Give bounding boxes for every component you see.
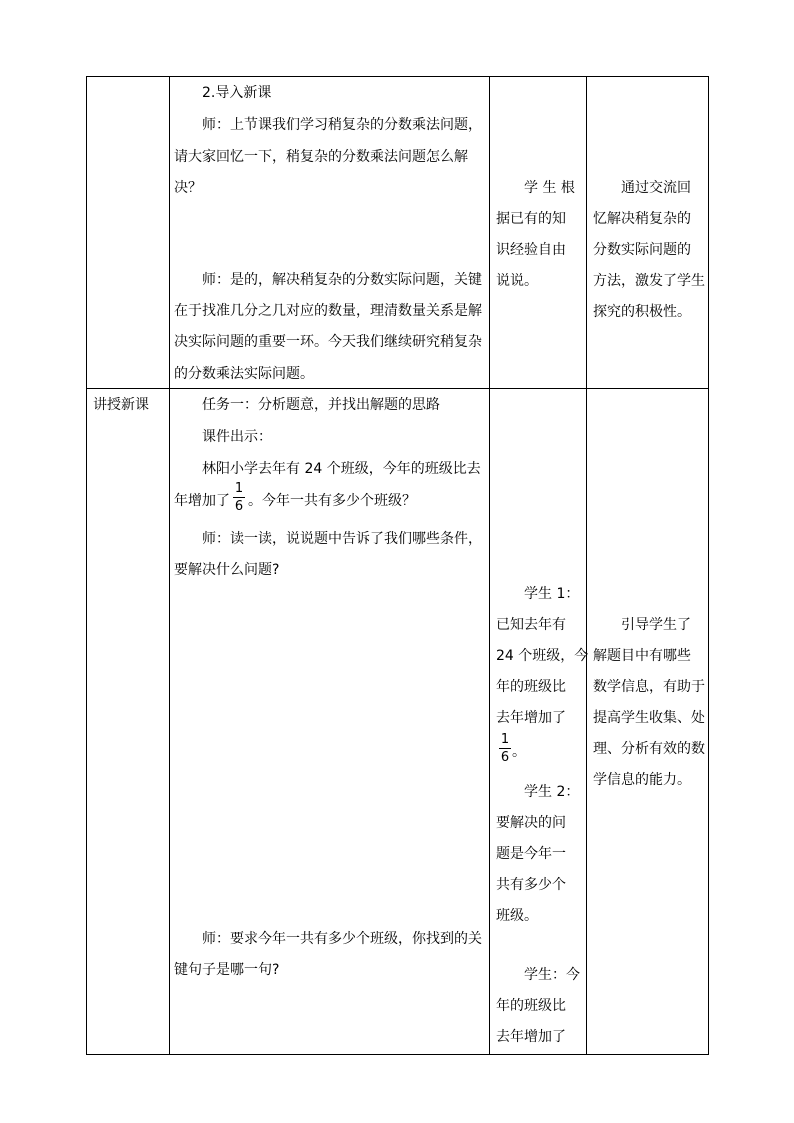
text-line: 方法，激发了学生 <box>593 273 705 289</box>
text-line: 去年增加了 <box>496 710 566 726</box>
text-line: 要解决什么问题? <box>174 562 280 578</box>
table-row <box>87 77 709 389</box>
text-line: 学信息的能力。 <box>593 772 691 788</box>
text-line: 决？ <box>174 180 202 196</box>
text-line: 要解决的问 <box>496 815 566 831</box>
student-activity-cell <box>490 77 587 389</box>
text-line: 题是今年一 <box>496 846 566 862</box>
student-activity-cell <box>490 389 587 1055</box>
text-line: 探究的积极性。 <box>593 304 691 320</box>
text-line: 忆解决稍复杂的 <box>593 211 691 227</box>
lesson-plan-table <box>86 76 709 1055</box>
text-line: 在于找准几分之几对应的数量，理清数量关系是解 <box>174 303 482 319</box>
problem-text: 年增加了 <box>174 493 230 509</box>
text-line: 识经验自由 <box>496 242 566 258</box>
table-row <box>87 389 709 1055</box>
text-line: 共有多少个 <box>496 877 566 893</box>
text-line: 学 生 根 <box>524 180 575 196</box>
text-line: 数学信息，有助于 <box>593 679 705 695</box>
text-line: 引导学生了 <box>621 617 691 633</box>
task-heading: 任务一：分析题意，并找出解题的思路 <box>202 397 440 413</box>
text-line: 提高学生收集、处 <box>593 710 705 726</box>
text-line: 据已有的知 <box>496 211 566 227</box>
text-line: 请大家回忆一下，稍复杂的分数乘法问题怎么解 <box>174 149 468 165</box>
problem-text: 林阳小学去年有 24 个班级，今年的班级比去 <box>202 461 481 477</box>
text-line: 解题目中有哪些 <box>593 648 691 664</box>
stage-cell <box>87 389 170 1055</box>
design-intent-cell <box>587 389 709 1055</box>
text-line: 的分数乘法实际问题。 <box>174 366 314 382</box>
teacher-activity-cell <box>170 77 490 389</box>
text-line: 班级。 <box>496 908 538 924</box>
text-line: 去年增加了 <box>496 1029 566 1045</box>
problem-text: 。今年一共有多少个班级？ <box>248 493 416 509</box>
fraction-one-sixth: 1 6 <box>500 732 510 765</box>
design-intent-cell <box>587 77 709 389</box>
text-line: 学生 2： <box>524 784 580 800</box>
text-line: 键句子是哪一句? <box>174 962 280 978</box>
text-line: 学生：今 <box>524 967 580 983</box>
fraction-one-sixth: 1 6 <box>234 481 244 514</box>
text-line: 说说。 <box>496 273 538 289</box>
text-line: 分数实际问题的 <box>593 242 691 258</box>
text-line: 师：读一读，说说题中告诉了我们哪些条件， <box>202 531 482 547</box>
text-line: 师：是的，解决稍复杂的分数实际问题，关键 <box>202 272 482 288</box>
stage-cell <box>87 77 170 389</box>
text-line: 师：要求今年一共有多少个班级，你找到的关 <box>202 931 482 947</box>
text-line: 24 个班级，今 <box>496 648 589 664</box>
text-line: 通过交流回 <box>621 180 691 196</box>
text-line: 已知去年有 <box>496 617 566 633</box>
teacher-activity-cell <box>170 389 490 1055</box>
text-line: 年的班级比 <box>496 998 566 1014</box>
text-line: 师：上节课我们学习稍复杂的分数乘法问题， <box>202 117 482 133</box>
stage-label: 讲授新课 <box>93 397 149 413</box>
text-line: 。 <box>512 744 526 760</box>
text-line: 决实际问题的重要一环。今天我们继续研究稍复杂 <box>174 334 482 350</box>
section-heading: 2.导入新课 <box>202 85 272 101</box>
text-line: 学生 1： <box>524 586 580 602</box>
text-line: 课件出示： <box>202 429 272 445</box>
text-line: 年的班级比 <box>496 679 566 695</box>
text-line: 理、分析有效的数 <box>593 741 705 757</box>
